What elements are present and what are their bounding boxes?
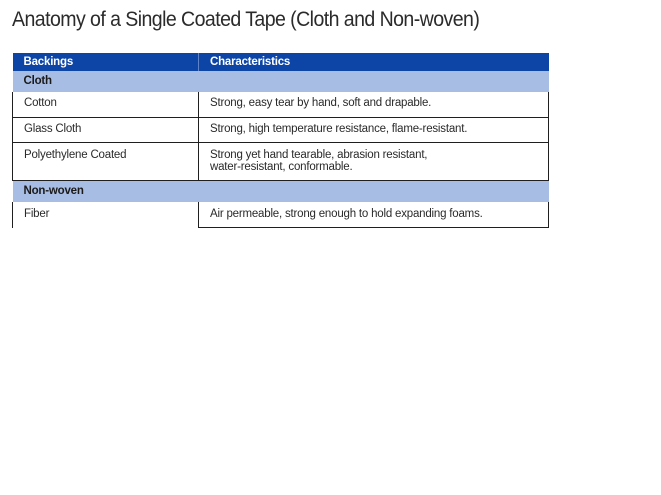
characteristics-cell (199, 118, 549, 143)
backing-cell: Glass Cloth (13, 118, 199, 143)
characteristics-line: Strong yet hand tearable, abrasion resistant, (210, 149, 428, 161)
characteristics-cell (199, 143, 549, 181)
table-row (13, 143, 549, 181)
section-label: Cloth (13, 71, 549, 92)
characteristics-cell (199, 92, 549, 118)
table-row (13, 202, 549, 228)
table-row (13, 92, 549, 118)
section-row-non-woven (13, 181, 549, 203)
characteristics-line: Strong, easy tear by hand, soft and drapable. (210, 97, 432, 109)
table-row (13, 118, 549, 143)
backing-cell: Polyethylene Coated (13, 143, 199, 181)
backing-cell: Fiber (13, 202, 199, 228)
page-title: Anatomy of a Single Coated Tape (Cloth and Non-woven) (12, 8, 480, 31)
column-divider-tail (198, 222, 199, 226)
section-label: Non-woven (13, 181, 549, 203)
characteristics-cell (199, 202, 549, 228)
section-row-cloth (13, 71, 549, 92)
backing-cell: Cotton (13, 92, 199, 118)
characteristics-line: Air permeable, strong enough to hold expanding foams. (210, 208, 483, 220)
backings-table (12, 53, 549, 228)
header-characteristics: Characteristics (199, 53, 549, 71)
table-header-row (13, 53, 549, 71)
header-backings: Backings (13, 53, 199, 71)
characteristics-line: Strong, high temperature resistance, flame-resistant. (210, 123, 468, 135)
characteristics-line: water-resistant, conformable. (210, 161, 353, 173)
